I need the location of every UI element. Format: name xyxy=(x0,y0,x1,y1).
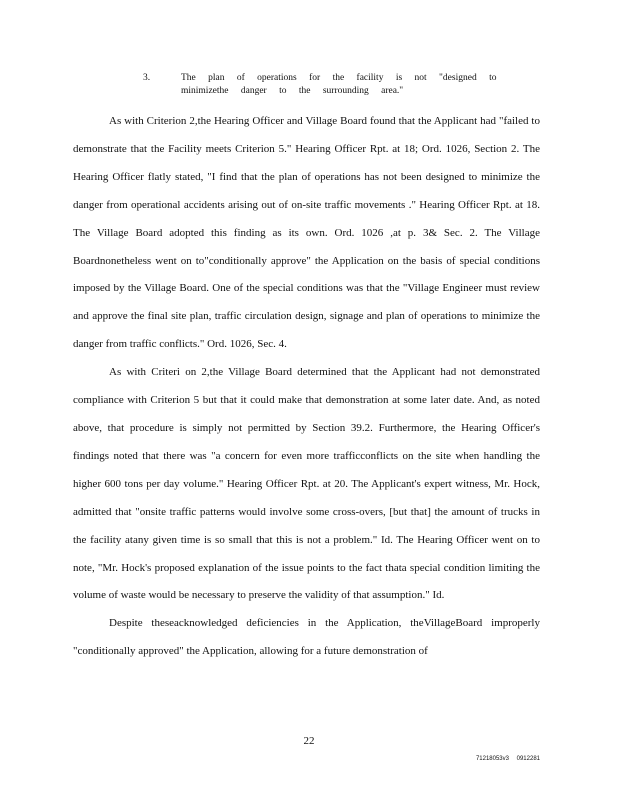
section-number: 3. xyxy=(143,73,151,83)
page-number: 22 xyxy=(303,735,315,747)
body-text xyxy=(73,108,540,666)
document-id: 71218053v3 0912281 xyxy=(475,756,540,762)
paragraph-criterion-2-comparison: As with Criterion 2,the Hearing Officer and Village Board found that the Applicant had "failed to demonstrate that the Facility meets Criterion 5." Hearing Officer Rpt. at 18; Ord. 1026, Section 2. The Hearing Officer flatly stated, "I find that the plan of operations has not been designed to minimize the danger from operational accidents arising out of on-site traffic movements ." Hearing Officer Rpt. at 18. The Village Board adopted this finding as its own. Ord. 1026 ,at p. 3& Sec. 2. The Village Boardnonetheless went on to"conditionally approve" the Application on the basis of special conditions imposed by the Village Board. One of the special conditions was that the "Village Engineer must review and approve the final site plan, traffic circulation design, signage and plan of operations to minimize the danger from traffic conflicts." Ord. 1026, Sec. 4. xyxy=(73,115,540,351)
section-title: The plan of operations for the facility is not "designed to minimizethe danger to the surrounding area." xyxy=(181,73,497,96)
paragraph-conditional-approval: Despite theseacknowledged deficiencies in the Application, theVillageBoard improperly "conditionally approved" the Application, allowing for a future demonstration of xyxy=(73,617,540,658)
paragraph-village-board-determination: As with Criteri on 2,the Village Board determined that the Applicant had not demonstrated compliance with Criterion 5 but that it could make that demonstration at some later date. And, as noted above, that procedure is simply not permitted by Section 39.2. Furthermore, the Hearing Officer's findings noted that there was "a concern for even more trafficconflicts on the site when handling the higher 600 tons per day volume." Hearing Officer Rpt. at 20. The Applicant's expert witness, Mr. Hock, admitted that "onsite traffic patterns would involve some cross-overs, [but that] the amount of trucks in the facility atany given time is so small that this is not a problem." Id. The Hearing Officer went on to note, "Mr. Hock's proposed explanation of the issue points to the fact thata special condition limiting the volume of waste would be necessary to preserve the validity of that assumption." Id. xyxy=(73,366,540,602)
